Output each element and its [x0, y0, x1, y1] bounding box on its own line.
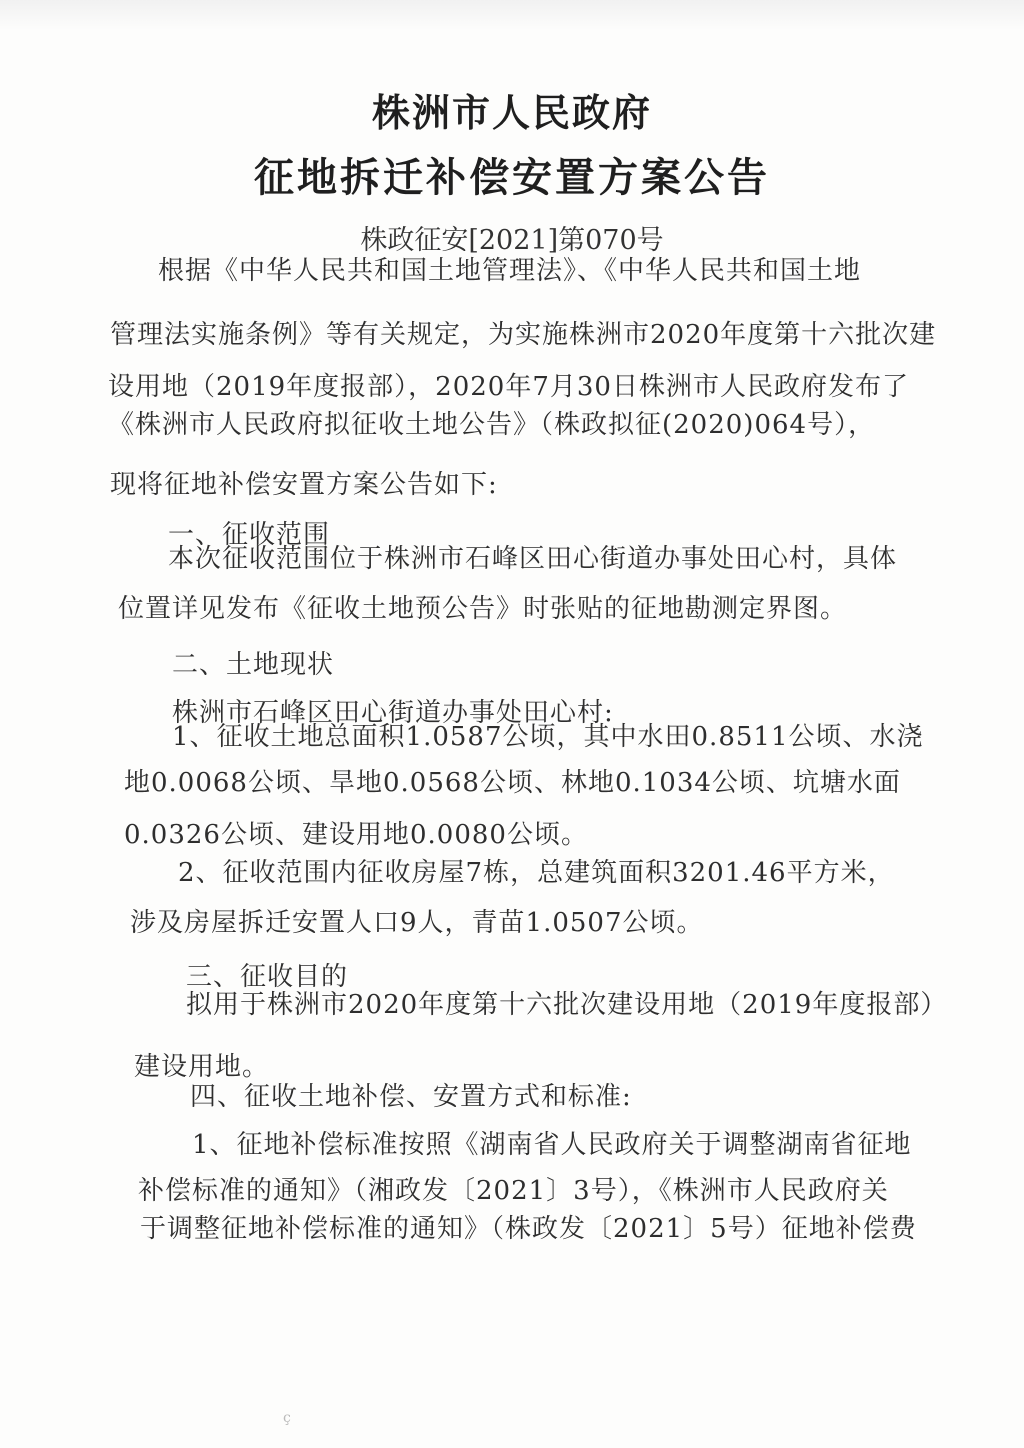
body-line: 管理法实施条例》等有关规定，为实施株洲市2020年度第十六批次建 — [110, 320, 937, 350]
scan-shadow — [0, 0, 1024, 30]
body-line: 1、征地补偿标准按照《湖南省人民政府关于调整湖南省征地 — [192, 1130, 912, 1160]
body-line: 1、征收土地总面积1.0587公顷，其中水田0.8511公顷、水浇 — [172, 722, 924, 752]
scan-speck: ç — [283, 1410, 291, 1426]
section-heading: 一、征收范围 — [168, 520, 331, 550]
body-line: 2、征收范围内征收房屋7栋，总建筑面积3201.46平方米， — [178, 858, 895, 888]
body-line: 位置详见发布《征收土地预公告》时张贴的征地勘测定界图。 — [118, 594, 848, 624]
body-line: 补偿标准的通知》（湘政发〔2021〕3号），《株洲市人民政府关 — [138, 1176, 889, 1206]
document-title-line1: 株洲市人民政府 — [371, 90, 652, 135]
document-title-line2: 征地拆迁补偿安置方案公告 — [254, 154, 770, 201]
body-line: 涉及房屋拆迁安置人口9人，青苗1.0507公顷。 — [130, 908, 704, 938]
body-line: 建设用地。 — [134, 1052, 270, 1082]
body-line: 拟用于株洲市2020年度第十六批次建设用地（2019年度报部） — [186, 990, 948, 1020]
body-line: 现将征地补偿安置方案公告如下: — [110, 470, 498, 500]
body-line: 株洲市石峰区田心街道办事处田心村: — [172, 698, 614, 728]
body-line: 于调整征地补偿标准的通知》（株政发〔2021〕5号）征地补偿费 — [140, 1214, 917, 1244]
body-line: 《株洲市人民政府拟征收土地公告》（株政拟征(2020)064号）， — [108, 410, 876, 440]
section-heading: 二、土地现状 — [172, 650, 335, 680]
body-line: 设用地（2019年度报部），2020年7月30日株洲市人民政府发布了 — [108, 372, 909, 402]
body-line: 地0.0068公顷、旱地0.0568公顷、林地0.1034公顷、坑塘水面 — [124, 768, 901, 798]
section-heading: 四、征收土地补偿、安置方式和标准: — [190, 1082, 632, 1112]
document-number: 株政征安[2021]第070号 — [360, 225, 664, 256]
section-heading: 三、征收目的 — [186, 962, 349, 992]
body-line: 根据《中华人民共和国土地管理法》、《中华人民共和国土地 — [158, 256, 862, 286]
body-line: 0.0326公顷、建设用地0.0080公顷。 — [124, 820, 588, 850]
body-line: 本次征收范围位于株洲市石峰区田心街道办事处田心村，具体 — [168, 544, 898, 574]
